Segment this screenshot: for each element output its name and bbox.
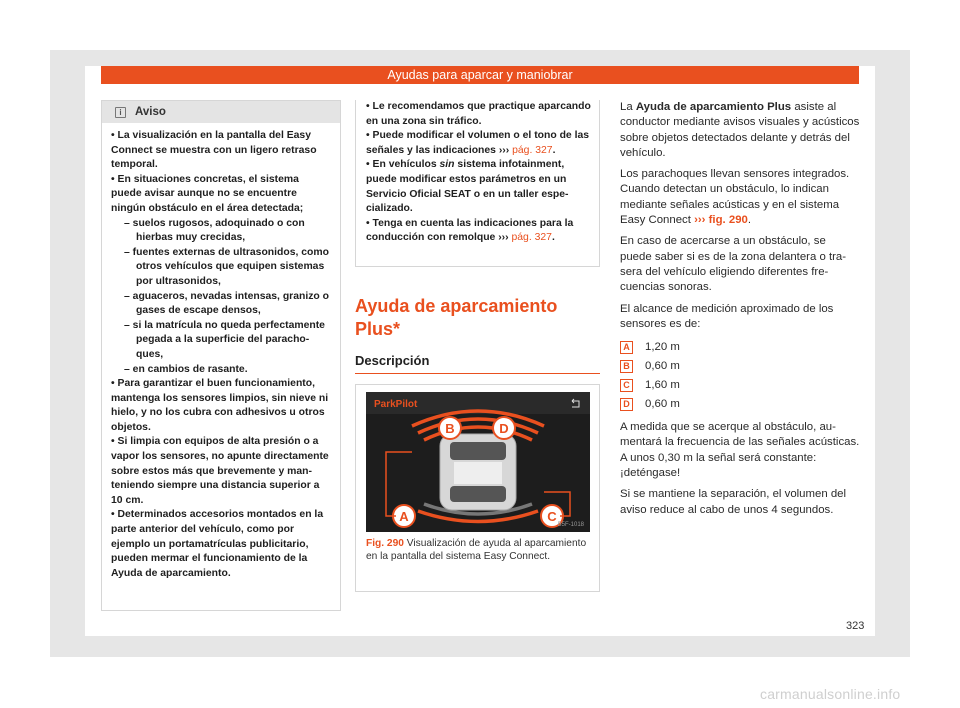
letter-badge: A — [620, 341, 633, 354]
screen-title: ParkPilot — [374, 399, 418, 410]
page-reference-link[interactable]: pág. 327 — [512, 144, 553, 156]
distance-item: A 1,20 m — [620, 338, 860, 357]
recommendation-item: • En vehículos sin sistema infotainment, puede modificar estos parámetros en un Servicio Oficial SEAT o en un taller especializado. — [366, 159, 569, 215]
figure-reference-link[interactable]: ››› fig. 290 — [694, 214, 748, 227]
figure-caption: Fig. 290 Visualización de ayuda al aparcamiento en la pantalla del sistema Easy Connect. — [366, 538, 587, 562]
figure-box — [355, 384, 600, 592]
page-number: 323 — [846, 620, 865, 632]
paragraph: El alcance de medición aproximado de los sensores es de: — [620, 302, 834, 330]
parkpilot-screen — [366, 392, 590, 532]
recommendation-item: • Tenga en cuenta las indicaciones para la conducción con remolque ››› pág. 327. — [366, 217, 574, 244]
middle-column — [355, 100, 600, 374]
figure-number: Fig. 290 — [366, 538, 404, 549]
aviso-item: • En situaciones concretas, el sistema puede avisar aunque no se encuentre ningún obstáculo en el área detectada; — [111, 173, 304, 214]
aviso-body — [102, 123, 340, 581]
paragraph: La Ayuda de aparcamiento Plus asiste al conductor mediante avisos visuales y acústicos sobre objetos detectados delante y detrás del vehículo. — [620, 101, 860, 159]
subsection-title: Descripción — [355, 353, 600, 374]
distance-item: C 1,60 m — [620, 376, 860, 395]
page-reference-link[interactable]: pág. 327 — [511, 232, 552, 244]
aviso-item: • Si limpia con equipos de alta presión o a vapor los sensores, no apunte directamente sobre estos más que brevemente y manteniendo siempre una distancia superior a 10 cm. — [111, 436, 329, 506]
letter-badge: B — [620, 360, 633, 373]
right-column — [620, 100, 860, 524]
distance-item: B 0,60 m — [620, 357, 860, 376]
recommendation-item: • Puede modificar el volumen o el tono de las señales y las indicaciones ››› pág. 327. — [366, 130, 590, 156]
label-a: A — [399, 509, 409, 524]
label-d: D — [499, 421, 509, 436]
section-title: Ayuda de aparcamiento Plus* — [355, 296, 558, 339]
aviso-subitem: – aguaceros, nevadas intensas, granizo o gases de escape densos, — [124, 290, 330, 317]
label-c: C — [547, 509, 557, 524]
recommendation-item: • Le recomendamos que practique aparcando en una zona sin tráfico. — [366, 101, 591, 127]
paragraph: A medida que se acerque al obstáculo, aumentará la frecuencia de las señales acústicas. A unos 0,30 m la señal será constante: ¡deténgase! — [620, 421, 860, 480]
info-icon: i — [115, 107, 126, 118]
aviso-header — [102, 101, 340, 123]
chapter-header: Ayudas para aparcar y maniobrar — [101, 66, 859, 84]
distance-list — [620, 338, 860, 414]
distance-item: D 0,60 m — [620, 395, 860, 414]
letter-badge: C — [620, 379, 633, 392]
watermark: carmanualsonline.info — [760, 686, 901, 702]
aviso-subitem: – fuentes externas de ultrasonidos, como otros vehículos que equipen sistemas por ultrasonidos, — [124, 246, 329, 287]
aviso-box — [101, 100, 341, 611]
recommendations-box — [355, 100, 600, 267]
figure-code: B5F-1018 — [557, 522, 584, 528]
aviso-item: • Determinados accesorios montados en la parte anterior del vehículo, como por ejemplo un portamatrículas publicitario, pueden mermar el funcionamiento de la Ayuda de aparcamiento. — [111, 509, 324, 579]
aviso-title: Aviso — [135, 106, 166, 118]
letter-badge: D — [620, 398, 633, 411]
paragraph: Si se mantiene la separación, el volumen del aviso reduce al cabo de unos 4 segundos. — [620, 488, 847, 516]
aviso-item: • La visualización en la pantalla del Easy Connect se muestra con un ligero retraso temporal. — [111, 130, 317, 171]
paragraph: En caso de acercarse a un obstáculo, se puede saber si es de la zona delantera o trasera del vehículo eligiendo diferentes frecuencias sonoras. — [620, 235, 847, 294]
label-b: B — [445, 421, 455, 436]
aviso-subitem: – si la matrícula no queda perfectamente pegada a la superficie del parachoques, — [124, 319, 325, 360]
aviso-subitem: – suelos rugosos, adoquinado o con hierbas muy crecidas, — [124, 217, 305, 244]
paragraph: Los parachoques llevan sensores integrados. Cuando detectan un obstáculo, lo indican mediante señales acústicas y en el sistema Easy Connect ››› fig. 290. — [620, 168, 850, 227]
aviso-item: • Para garantizar el buen funcionamiento, mantenga los sensores limpios, sin nieve ni hielo, y no los cubra con adhesivos u otros objetos. — [111, 378, 329, 433]
aviso-subitem: – en cambios de rasante. — [124, 363, 248, 375]
parkpilot-illustration — [366, 392, 590, 532]
